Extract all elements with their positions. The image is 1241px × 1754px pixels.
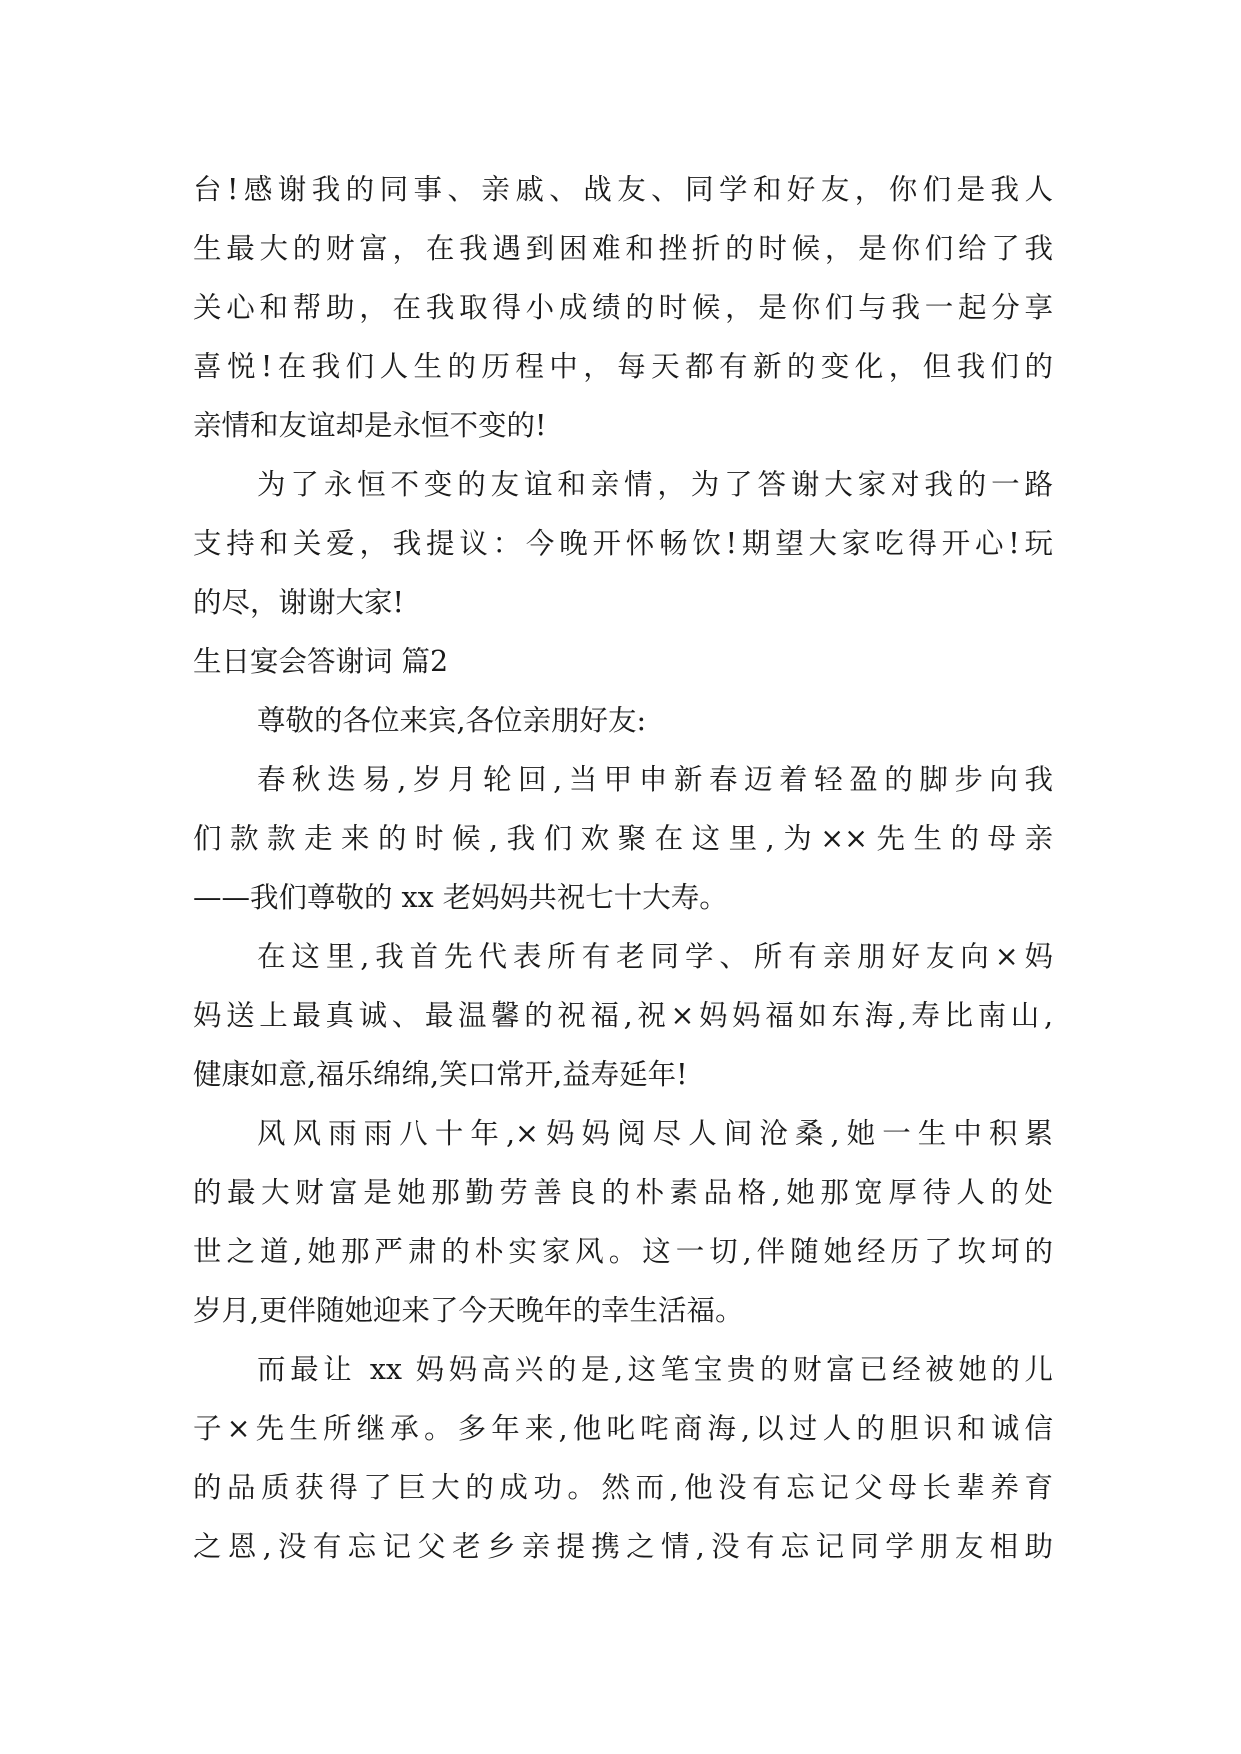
- greeting-line: 尊敬的各位来宾,各位亲朋好友:: [257, 704, 647, 737]
- paragraph-3: [193, 1104, 1053, 1340]
- text-line: 春秋迭易,岁月轮回,当甲申新春迈着轻盈的脚步向我: [257, 763, 1053, 796]
- paragraph-2: [193, 927, 1053, 1104]
- text-line: 妈送上最真诚、最温馨的祝福,祝×妈妈福如东海,寿比南山,: [193, 999, 1053, 1032]
- paragraph-1: [193, 750, 1053, 927]
- paragraph-4: [193, 1340, 1053, 1576]
- text-line: 在这里,我首先代表所有老同学、所有亲朋好友向×妈: [257, 940, 1053, 973]
- text-line: 生最大的财富，在我遇到困难和挫折的时候，是你们给了我: [193, 232, 1053, 265]
- text-line: 子×先生所继承。多年来,他叱咤商海,以过人的胆识和诚信: [193, 1412, 1053, 1445]
- closing-paragraph: [193, 455, 1053, 632]
- section-heading: 生日宴会答谢词 篇2: [193, 645, 449, 678]
- text-line: 关心和帮助，在我取得小成绩的时候，是你们与我一起分享: [193, 291, 1053, 324]
- text-line: 风风雨雨八十年,×妈妈阅尽人间沧桑,她一生中积累: [257, 1117, 1053, 1150]
- document-page: [193, 160, 1053, 1576]
- text-line: 之恩,没有忘记父老乡亲提携之情,没有忘记同学朋友相助: [193, 1530, 1053, 1563]
- text-line: 支持和关爱，我提议：今晚开怀畅饮!期望大家吃得开心!玩: [193, 527, 1053, 560]
- text-line: 世之道,她那严肃的朴实家风。这一切,伴随她经历了坎坷的: [193, 1235, 1053, 1268]
- text-line: 而最让 xx 妈妈高兴的是,这笔宝贵的财富已经被她的儿: [257, 1353, 1053, 1386]
- text-line: 的尽，谢谢大家!: [193, 586, 404, 619]
- text-line: 亲情和友谊却是永恒不变的!: [193, 409, 547, 442]
- text-line: 们款款走来的时候,我们欢聚在这里,为××先生的母亲: [193, 822, 1053, 855]
- text-line: 的最大财富是她那勤劳善良的朴素品格,她那宽厚待人的处: [193, 1176, 1053, 1209]
- text-line: 为了永恒不变的友谊和亲情，为了答谢大家对我的一路: [257, 468, 1053, 501]
- text-line: 的品质获得了巨大的成功。然而,他没有忘记父母长辈养育: [193, 1471, 1053, 1504]
- text-line: 健康如意,福乐绵绵,笑口常开,益寿延年!: [193, 1058, 688, 1091]
- text-line: 岁月,更伴随她迎来了今天晚年的幸生活福。: [193, 1294, 744, 1327]
- text-line: 台!感谢我的同事、亲戚、战友、同学和好友，你们是我人: [193, 173, 1053, 206]
- text-line: 喜悦!在我们人生的历程中，每天都有新的变化，但我们的: [193, 350, 1053, 383]
- text-line: ——我们尊敬的 xx 老妈妈共祝七十大寿。: [193, 881, 728, 914]
- section1-tail-paragraph: [193, 160, 1053, 455]
